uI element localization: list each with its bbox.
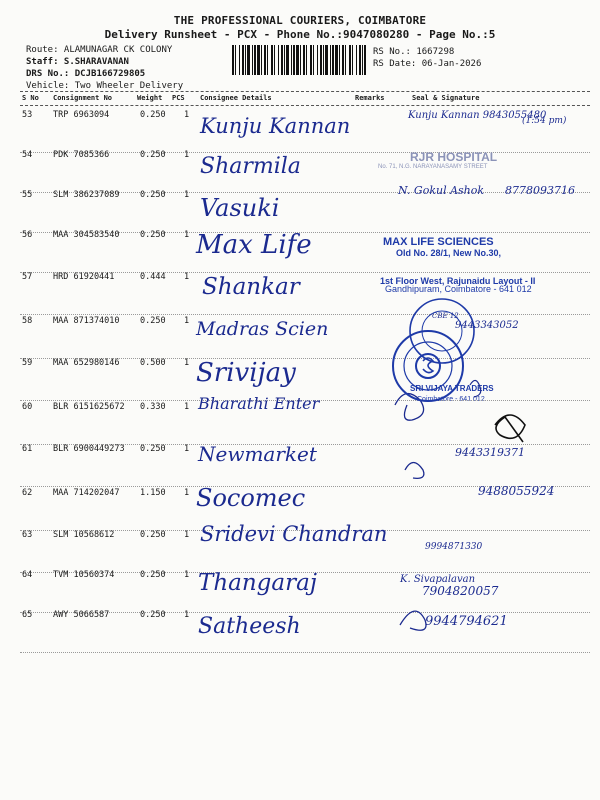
- row-consignment-no: SLM 386237089: [53, 190, 120, 200]
- row-weight: 0.250: [140, 530, 166, 540]
- row-sno: 64: [22, 570, 33, 580]
- handwritten-consignee: Madras Scien: [196, 318, 329, 340]
- handwritten-signature: 9443343052: [455, 320, 519, 331]
- row-sno: 54: [22, 150, 33, 160]
- signature-note: CBE 12: [432, 312, 459, 320]
- row-consignment-no: MAA 871374010: [53, 316, 120, 326]
- row-pcs: 1: [184, 530, 190, 540]
- row-pcs: 1: [184, 488, 190, 498]
- col-sno: S No: [22, 94, 39, 102]
- row-sno: 60: [22, 402, 33, 412]
- staff-label: Staff: S.SHARAVANAN: [26, 57, 129, 67]
- row-weight: 0.250: [140, 190, 166, 200]
- row-sno: 53: [22, 110, 33, 120]
- row-sno: 57: [22, 272, 33, 282]
- row-pcs: 1: [184, 230, 190, 240]
- row-pcs: 1: [184, 358, 190, 368]
- row-pcs: 1: [184, 570, 190, 580]
- row-weight: 0.250: [140, 230, 166, 240]
- vehicle-label: Vehicle: Two Wheeler Delivery: [26, 81, 184, 91]
- col-remarks: Remarks: [355, 94, 385, 102]
- row-weight: 0.250: [140, 570, 166, 580]
- row-pcs: 1: [184, 110, 190, 120]
- row-consignment-no: BLR 6151625672: [53, 402, 125, 412]
- route-label: Route: ALAMUNAGAR CK COLONY: [26, 45, 173, 55]
- col-weight: Weight: [137, 94, 163, 102]
- seal-stamp: MAX LIFE SCIENCES: [383, 236, 494, 248]
- rs-date: RS Date: 06-Jan-2026: [373, 59, 482, 69]
- handwritten-consignee: Thangaraj: [198, 570, 317, 596]
- row-sno: 65: [22, 610, 33, 620]
- row-consignment-no: AWY 5066587: [53, 610, 110, 620]
- seal-stamp: SRI VIJAYA TRADERS: [410, 384, 494, 393]
- handwritten-consignee: Max Life: [196, 230, 312, 260]
- handwritten-consignee: Vasuki: [200, 194, 280, 222]
- handwritten-signature: 9488055924: [478, 484, 555, 498]
- row-pcs: 1: [184, 316, 190, 326]
- signature-note: 8778093716: [505, 184, 575, 197]
- row-pcs: 1: [184, 610, 190, 620]
- seal-stamp: 1st Floor West, Rajunaidu Layout - II: [380, 276, 536, 286]
- row-sno: 56: [22, 230, 33, 240]
- row-pcs: 1: [184, 272, 190, 282]
- row-consignment-no: PDK 7085366: [53, 150, 110, 160]
- row-pcs: 1: [184, 190, 190, 200]
- col-consignment: Consignment No: [53, 94, 113, 102]
- signature-note: Old No. 28/1, New No.30,: [396, 248, 502, 258]
- row-sno: 63: [22, 530, 33, 540]
- row-weight: 0.250: [140, 610, 166, 620]
- company-name: THE PROFESSIONAL COURIERS, COIMBATORE: [173, 14, 427, 27]
- handwritten-signature: 9944794621: [425, 614, 508, 629]
- col-pcs: PCS: [172, 94, 185, 102]
- row-sno: 62: [22, 488, 33, 498]
- signature-note: Coimbatore - 641 012: [417, 396, 485, 403]
- handwritten-signature: 9443319371: [455, 446, 525, 459]
- row-consignment-no: TRP 6963094: [53, 110, 110, 120]
- row-consignment-no: HRD 61920441: [53, 272, 115, 282]
- handwritten-consignee: Srivijay: [196, 358, 296, 388]
- row-weight: 0.250: [140, 444, 166, 454]
- row-weight: 1.150: [140, 488, 166, 498]
- row-consignment-no: MAA 304583540: [53, 230, 120, 240]
- row-consignment-no: SLM 10568612: [53, 530, 115, 540]
- handwritten-signature: N. Gokul Ashok: [398, 184, 485, 197]
- handwritten-consignee: Bharathi Enter: [198, 394, 320, 413]
- rs-number: RS No.: 1667298: [373, 47, 455, 57]
- col-signature: Seal & Signature: [412, 94, 480, 102]
- row-pcs: 1: [184, 444, 190, 454]
- signature-note: Gandhipuram, Coimbatore - 641 012: [385, 284, 532, 294]
- row-weight: 0.330: [140, 402, 166, 412]
- drs-label: DRS No.: DCJB166729805: [26, 69, 146, 79]
- row-sno: 61: [22, 444, 33, 454]
- handwritten-consignee: Shankar: [202, 274, 300, 300]
- col-consignee: Consignee Details: [200, 94, 272, 102]
- handwritten-consignee: Satheesh: [198, 614, 301, 639]
- signature-note: No. 71, N.G. NARAYANASAMY STREET: [378, 164, 488, 170]
- row-weight: 0.250: [140, 316, 166, 326]
- row-weight: 0.500: [140, 358, 166, 368]
- handwritten-signature: Kunju Kannan 9843055480: [408, 110, 547, 121]
- row-sno: 58: [22, 316, 33, 326]
- handwritten-signature: K. Sivapalavan: [400, 574, 476, 585]
- handwritten-consignee: Sridevi Chandran: [200, 522, 388, 546]
- handwritten-consignee: Kunju Kannan: [200, 114, 351, 138]
- row-weight: 0.250: [140, 110, 166, 120]
- row-weight: 0.250: [140, 150, 166, 160]
- round-seal-stamp: [403, 296, 481, 366]
- row-pcs: 1: [184, 150, 190, 160]
- signature-note: 7904820057: [422, 584, 499, 598]
- row-sno: 55: [22, 190, 33, 200]
- row-consignment-no: MAA 652980146: [53, 358, 120, 368]
- runsheet-subtitle: Delivery Runsheet - PCX - Phone No.:9047080280 - Page No.:5: [104, 28, 496, 41]
- handwritten-signature: 9994871330: [425, 542, 483, 552]
- signature-note: (1:54 pm): [522, 116, 567, 126]
- row-consignment-no: MAA 714202047: [53, 488, 120, 498]
- handwritten-consignee: Newmarket: [198, 442, 317, 466]
- handwritten-consignee: Sharmila: [200, 154, 301, 179]
- row-sno: 59: [22, 358, 33, 368]
- row-weight: 0.444: [140, 272, 166, 282]
- row-consignment-no: BLR 6900449273: [53, 444, 125, 454]
- row-consignment-no: TVM 10560374: [53, 570, 115, 580]
- seal-stamp: RJR HOSPITAL: [410, 150, 498, 164]
- handwritten-consignee: Socomec: [196, 484, 306, 512]
- row-pcs: 1: [184, 402, 190, 412]
